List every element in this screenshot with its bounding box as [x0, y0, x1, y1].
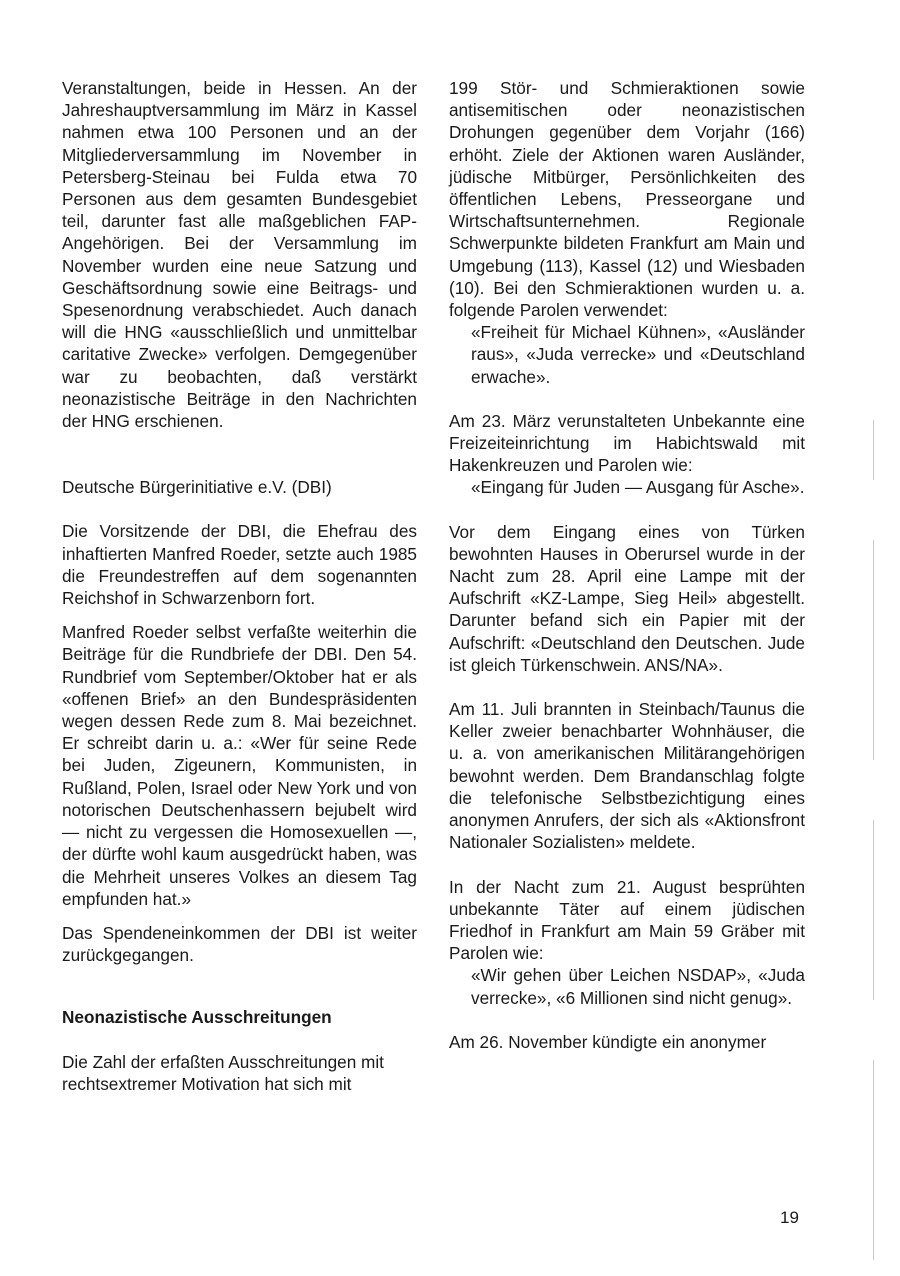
quote-habichtswald: «Eingang für Juden — Ausgang für Asche». — [471, 477, 805, 498]
page-number: 19 — [780, 1208, 799, 1227]
paragraph-november: Am 26. November kündigte ein anonymer — [449, 1031, 767, 1052]
paragraph-roeder: Manfred Roeder selbst verfaßte weiterhin die Beiträge für die Rundbriefe der DBI. Den 54. Rundbrief vom September/Oktober hat er als «offenen Brief» an den Bundespräsidenten wegen dessen Rede zum 8. Mai bezeichnet. Er schreibt darin u. a.: «Wer für seine Rede bei Juden, Zigeunern, Kommunisten, in Rußland, Polen, Israel oder New York und von notorischen Deutschenhassern bejubelt wird — nicht zu vergessen die Homosexuellen —, der dürfte wohl kaum ausgedrückt haben, was die Mehrheit unseres Volkes an diesem Tag empfunden hat.» — [62, 622, 417, 909]
quote-slogans: «Freiheit für Michael Kühnen», «Ausländer raus», «Juda verrecke» und «Deutschland erwache». — [471, 322, 805, 387]
right-column — [449, 77, 805, 1053]
paragraph-frankfurt-cemetery: In der Nacht zum 21. August besprühten unbekannte Täter auf einem jüdischen Friedhof in Frankfurt am Main 59 Gräber mit Parolen wie: — [449, 876, 805, 964]
paragraph-oberursel: Vor dem Eingang eines von Türken bewohnten Hauses in Oberursel wurde in der Nacht zum 28. April eine Lampe mit der Aufschrift «KZ-Lampe, Sieg Heil» abgestellt. Darunter befand sich ein Papier mit der Aufschrift: «Deutschland den Deutschen. Jude ist gleich Türkenschwein. ANS/NA». — [449, 521, 805, 675]
scan-edge-marks — [872, 420, 876, 1260]
quote-cemetery: «Wir gehen über Leichen NSDAP», «Juda verrecke», «6 Millionen sind nicht genug». — [471, 965, 805, 1008]
paragraph-donations: Das Spendeneinkommen der DBI ist weiter zurückgegangen. — [62, 922, 417, 966]
paragraph-habichtswald: Am 23. März verunstalteten Unbekannte eine Freizeiteinrichtung im Habichtswald mit Hakenkreuzen und Parolen wie: — [449, 410, 805, 476]
heading-neonazi-incidents: Neonazistische Ausschreitungen — [62, 1007, 332, 1028]
paragraph-incident-count: Die Zahl der erfaßten Ausschreitungen mit rechtsextremer Motivation hat sich mit — [62, 1051, 384, 1094]
paragraph-steinbach: Am 11. Juli brannten in Steinbach/Taunus die Keller zweier benachbarter Wohnhäuser, die u. a. von amerikanischen Militärangehörigen bewohnt werden. Dem Brandanschlag folgte die telefonische Selbstbezichtigung eines anonymen Anrufers, der sich als «Aktionsfront Nationaler Sozialisten» meldete. — [449, 699, 805, 853]
paragraph-dbi-intro: Die Vorsitzende der DBI, die Ehefrau des inhaftierten Manfred Roeder, setzte auch 1985 die Freundestreffen auf dem sogenannten Reichshof in Schwarzenborn fort. — [62, 521, 417, 609]
left-column — [62, 77, 417, 1095]
paragraph-hng: Veranstaltungen, beide in Hessen. An der Jahreshauptversammlung im März in Kassel nahmen etwa 100 Personen und an der Mitgliederversammlung im November in Petersberg-Steinau bei Fulda etwa 70 Personen aus dem gesamten Bundesgebiet teil, darunter fast alle maßgeblichen FAP-Angehörigen. Bei der Versammlung im November wurden eine neue Satzung und Geschäftsordnung sowie eine Beitrags- und Spesenordnung verabschiedet. Auch danach will die HNG «ausschließlich und unmittelbar caritative Zwecke» verfolgen. Demgegenüber war zu beobachten, daß verstärkt neonazistische Beiträge in den Nachrichten der HNG erschienen. — [62, 78, 417, 432]
heading-dbi: Deutsche Bürgerinitiative e.V. (DBI) — [62, 477, 332, 498]
paragraph-incidents-summary: 199 Stör- und Schmieraktionen sowie antisemitischen oder neonazistischen Drohungen gegenüber dem Vorjahr (166) erhöht. Ziele der Aktionen waren Ausländer, jüdische Mitbürger, Persönlichkeiten des öffentlichen Lebens, Presseorgane und Wirtschaftsunternehmen. Regionale Schwerpunkte bildeten Frankfurt am Main und Umgebung (113), Kassel (12) und Wiesbaden (10). Bei den Schmieraktionen wurden u. a. folgende Parolen verwendet: — [449, 78, 805, 321]
